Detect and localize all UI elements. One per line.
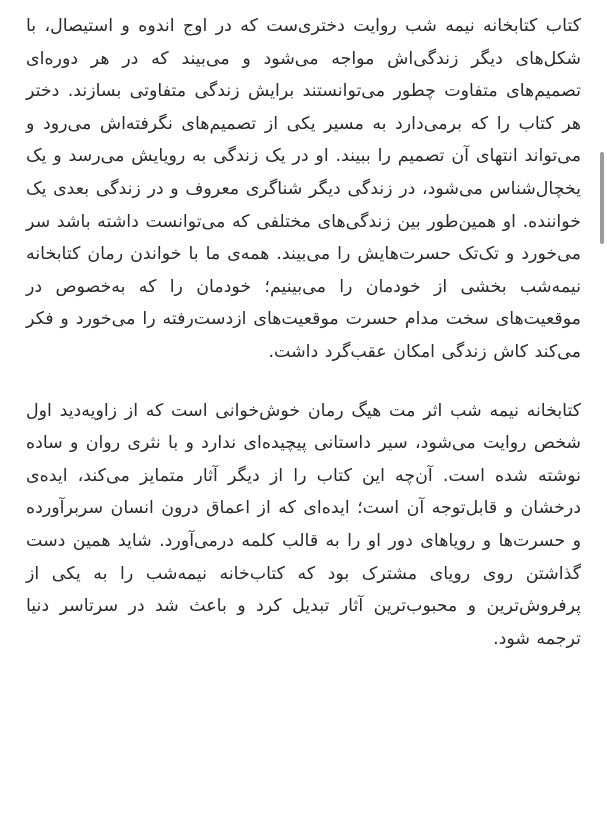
article-body: [26, 10, 581, 655]
paragraph-1: کتاب کتابخانه نیمه شب روایت دختری‌ست که در اوج اندوه و استیصال، با شکل‌های دیگر زندگی‌اش مواجه می‌شود و می‌بیند که در هر دوره‌ای تصمیم‌های متفاوت چطور می‌توانستند برایش زندگی متفاوتی بسازند. دختر هر کتاب را که برمی‌دارد به مسیر یکی از تصمیم‌های نگرفته‌اش می‌رود و می‌تواند انتهای آن تصمیم را ببیند. او در یک زندگی به رویایش می‌رسد و یک یخچال‌شناس می‌شود، در زندگی دیگر شناگری معروف و در زندگی بعدی یک خواننده. او همین‌طور بین زندگی‌های مختلفی که می‌توانست داشته باشد سر می‌خورد و تک‌تک حسرت‌هایش را می‌بیند. همه‌ی ما با خواندن رمان کتابخانه نیمه‌شب بخشی از خودمان را می‌بینیم؛ خودمان را که به‌خصوص در موقعیت‌های سخت مدام حسرت موقعیت‌های ازدست‌رفته را می‌خورد و فکر می‌کند کاش زندگی امکان عقب‌گرد داشت.: [26, 16, 581, 362]
vertical-scrollbar[interactable]: [597, 0, 607, 820]
paragraph-2: کتابخانه نیمه شب اثر مت هیگ رمان خوش‌خوانی است که از زاویه‌دید اول شخص روایت می‌شود، سیر داستانی پیچیده‌ای ندارد و با نثری روان و ساده نوشته شده است. آن‌چه این کتاب را از دیگر آثار متمایز می‌کند، ایده‌ی درخشان و قابل‌توجه آن است؛ ایده‌ای که از اعماق درون انسان سربرآورده و حسرت‌ها و رویاهای دور او را به قالب کلمه درمی‌آورد. شاید همین دست گذاشتن روی رویای مشترک بود که کتاب‌خانه نیمه‌شب را به یکی از پرفروش‌ترین و محبوب‌ترین آثار تبدیل کرد و باعث شد در سرتاسر دنیا ترجمه شود.: [26, 400, 581, 649]
scrollbar-thumb[interactable]: [600, 152, 604, 244]
